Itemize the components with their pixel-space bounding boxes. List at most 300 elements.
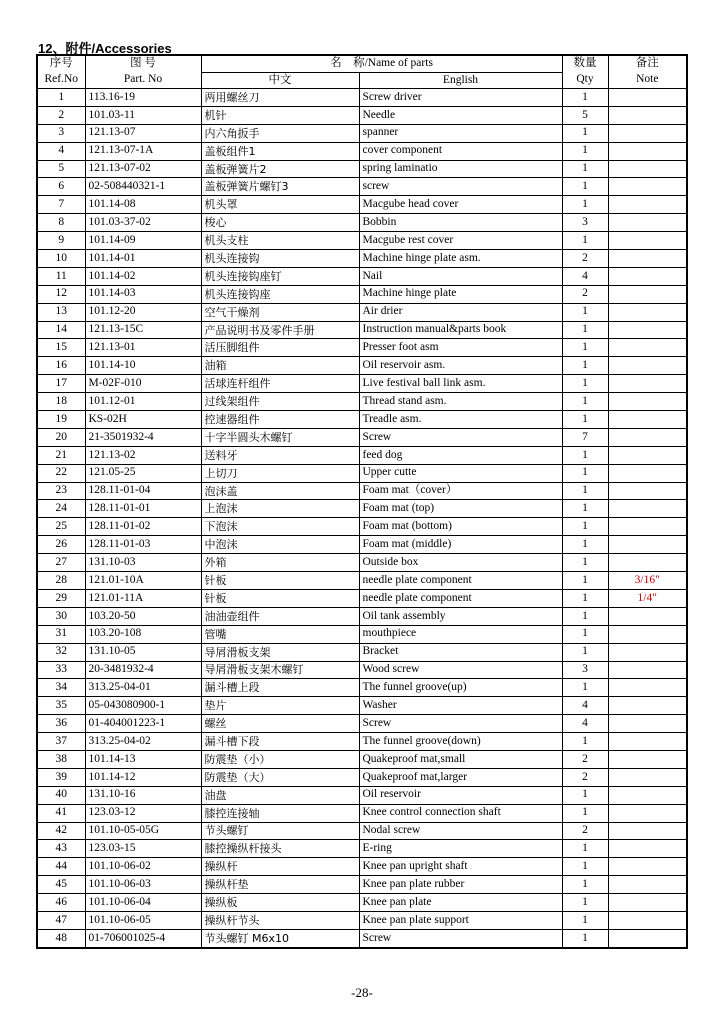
part-no-cell: 101.14-13 <box>85 750 201 768</box>
qty-cell: 1 <box>562 589 608 607</box>
note-cell <box>608 786 687 804</box>
note-cell <box>608 911 687 929</box>
qty-cell: 2 <box>562 822 608 840</box>
chinese-name-cell: 膝控连接轴 <box>201 804 359 822</box>
name-of-parts-header: 名 称/Name of parts <box>201 55 562 72</box>
part-no-cell: 121.13-07-1A <box>85 142 201 160</box>
english-name-cell: Foam mat (middle) <box>359 536 562 554</box>
section-title: 12、附件/Accessories <box>38 41 172 56</box>
part-no-cell: 131.10-05 <box>85 643 201 661</box>
note-cell <box>608 303 687 321</box>
english-name-cell: Live festival ball link asm. <box>359 375 562 393</box>
qty-cell: 2 <box>562 768 608 786</box>
note-cell <box>608 607 687 625</box>
table-header <box>37 55 687 89</box>
note-cell <box>608 750 687 768</box>
chinese-name-cell: 送料牙 <box>201 446 359 464</box>
chinese-name-cell: 机头罩 <box>201 196 359 214</box>
ref-no-cell: 32 <box>37 643 85 661</box>
ref-no-cell: 26 <box>37 536 85 554</box>
part-no-header-cn: 图 号 <box>85 55 201 72</box>
chinese-name-cell: 活压脚组件 <box>201 339 359 357</box>
chinese-name-cell: 泡沫盖 <box>201 482 359 500</box>
table-row <box>37 536 687 554</box>
qty-cell: 1 <box>562 894 608 912</box>
qty-cell: 1 <box>562 303 608 321</box>
english-name-cell: Screw <box>359 929 562 947</box>
ref-no-cell: 28 <box>37 572 85 590</box>
chinese-name-cell: 油油壶组件 <box>201 607 359 625</box>
qty-cell: 4 <box>562 697 608 715</box>
chinese-name-cell: 节头螺钉 <box>201 822 359 840</box>
chinese-name-cell: 机针 <box>201 106 359 124</box>
chinese-name-cell: 导屑滑板支架木螺钉 <box>201 661 359 679</box>
english-name-cell: Knee pan plate support <box>359 911 562 929</box>
english-name-cell: Wood screw <box>359 661 562 679</box>
note-cell <box>608 321 687 339</box>
qty-cell: 1 <box>562 142 608 160</box>
note-cell <box>608 124 687 142</box>
ref-no-cell: 44 <box>37 858 85 876</box>
accessories-parts-table <box>36 54 688 949</box>
note-cell <box>608 876 687 894</box>
part-no-cell: 101.14-02 <box>85 267 201 285</box>
qty-cell: 1 <box>562 536 608 554</box>
qty-cell: 1 <box>562 500 608 518</box>
note-cell <box>608 428 687 446</box>
table-row <box>37 822 687 840</box>
part-no-cell: 121.05-25 <box>85 464 201 482</box>
table-row <box>37 446 687 464</box>
table-row <box>37 303 687 321</box>
chinese-name-cell: 机头连接钩 <box>201 250 359 268</box>
part-no-cell: 01-404001223-1 <box>85 715 201 733</box>
note-cell <box>608 804 687 822</box>
ref-no-cell: 25 <box>37 518 85 536</box>
table-row <box>37 267 687 285</box>
ref-no-cell: 38 <box>37 750 85 768</box>
table-row <box>37 285 687 303</box>
qty-cell: 1 <box>562 929 608 947</box>
english-name-cell: feed dog <box>359 446 562 464</box>
ref-no-cell: 46 <box>37 894 85 912</box>
table-row <box>37 876 687 894</box>
qty-header-en: Qty <box>562 72 608 89</box>
table-row <box>37 661 687 679</box>
ref-no-cell: 5 <box>37 160 85 178</box>
note-cell <box>608 464 687 482</box>
part-no-cell: 128.11-01-02 <box>85 518 201 536</box>
english-name-cell: Macgube head cover <box>359 196 562 214</box>
english-name-cell: Bobbin <box>359 214 562 232</box>
part-no-cell: 101.14-10 <box>85 357 201 375</box>
english-name-cell: Knee control connection shaft <box>359 804 562 822</box>
note-cell <box>608 446 687 464</box>
chinese-name-cell: 空气干燥剂 <box>201 303 359 321</box>
english-name-cell: Foam mat (top) <box>359 500 562 518</box>
english-name-cell: needle plate component <box>359 572 562 590</box>
ref-no-cell: 45 <box>37 876 85 894</box>
part-no-cell: 101.14-09 <box>85 232 201 250</box>
note-cell <box>608 733 687 751</box>
ref-no-cell: 23 <box>37 482 85 500</box>
qty-cell: 2 <box>562 250 608 268</box>
table-row <box>37 500 687 518</box>
table-row <box>37 375 687 393</box>
chinese-name-cell: 盖板弹簧片2 <box>201 160 359 178</box>
english-name-cell: Outside box <box>359 554 562 572</box>
qty-header-cn: 数量 <box>562 55 608 72</box>
qty-cell: 1 <box>562 876 608 894</box>
note-cell <box>608 250 687 268</box>
qty-cell: 1 <box>562 679 608 697</box>
english-name-cell: Upper cutte <box>359 464 562 482</box>
english-name-cell: Instruction manual&parts book <box>359 321 562 339</box>
table-row <box>37 894 687 912</box>
note-cell <box>608 929 687 947</box>
chinese-name-cell: 上泡沫 <box>201 500 359 518</box>
qty-cell: 1 <box>562 786 608 804</box>
part-no-cell: 20-3481932-4 <box>85 661 201 679</box>
chinese-name-cell: 节头螺钉 M6x10 <box>201 929 359 947</box>
chinese-name-header: 中文 <box>201 72 359 89</box>
ref-no-cell: 13 <box>37 303 85 321</box>
table-row <box>37 786 687 804</box>
english-name-cell: Nodal screw <box>359 822 562 840</box>
english-name-header: English <box>359 72 562 89</box>
qty-cell: 1 <box>562 733 608 751</box>
qty-cell: 7 <box>562 428 608 446</box>
table-row <box>37 482 687 500</box>
english-name-cell: Screw <box>359 715 562 733</box>
english-name-cell: Knee pan plate rubber <box>359 876 562 894</box>
ref-no-cell: 27 <box>37 554 85 572</box>
ref-no-cell: 9 <box>37 232 85 250</box>
table-row <box>37 411 687 429</box>
chinese-name-cell: 操纵板 <box>201 894 359 912</box>
qty-cell: 3 <box>562 214 608 232</box>
ref-no-cell: 29 <box>37 589 85 607</box>
part-no-cell: 02-508440321-1 <box>85 178 201 196</box>
ref-no-cell: 48 <box>37 929 85 947</box>
part-no-cell: 103.20-108 <box>85 625 201 643</box>
chinese-name-cell: 漏斗槽上段 <box>201 679 359 697</box>
qty-cell: 1 <box>562 446 608 464</box>
part-no-cell: 101.14-01 <box>85 250 201 268</box>
part-no-cell: 101.12-20 <box>85 303 201 321</box>
english-name-cell: Screw driver <box>359 89 562 107</box>
chinese-name-cell: 机头连接钩座钉 <box>201 267 359 285</box>
chinese-name-cell: 活球连杆组件 <box>201 375 359 393</box>
chinese-name-cell: 油盘 <box>201 786 359 804</box>
qty-cell: 1 <box>562 357 608 375</box>
note-cell <box>608 500 687 518</box>
table-row <box>37 196 687 214</box>
english-name-cell: Nail <box>359 267 562 285</box>
table-body <box>37 89 687 948</box>
note-cell <box>608 858 687 876</box>
english-name-cell: Treadle asm. <box>359 411 562 429</box>
ref-no-cell: 21 <box>37 446 85 464</box>
table-row <box>37 232 687 250</box>
english-name-cell: Quakeproof mat,small <box>359 750 562 768</box>
ref-no-cell: 2 <box>37 106 85 124</box>
english-name-cell: screw <box>359 178 562 196</box>
ref-no-cell: 8 <box>37 214 85 232</box>
page-number: -28- <box>351 985 373 1000</box>
table-row <box>37 464 687 482</box>
part-no-cell: 121.01-11A <box>85 589 201 607</box>
table-row <box>37 804 687 822</box>
ref-no-cell: 4 <box>37 142 85 160</box>
table-row <box>37 697 687 715</box>
english-name-cell: spanner <box>359 124 562 142</box>
table-row <box>37 393 687 411</box>
ref-no-cell: 24 <box>37 500 85 518</box>
chinese-name-cell: 控速器组件 <box>201 411 359 429</box>
note-cell <box>608 214 687 232</box>
chinese-name-cell: 螺丝 <box>201 715 359 733</box>
ref-no-cell: 30 <box>37 607 85 625</box>
english-name-cell: Knee pan upright shaft <box>359 858 562 876</box>
qty-cell: 1 <box>562 375 608 393</box>
english-name-cell: mouthpiece <box>359 625 562 643</box>
english-name-cell: Machine hinge plate <box>359 285 562 303</box>
table-row <box>37 214 687 232</box>
part-no-cell: 01-706001025-4 <box>85 929 201 947</box>
chinese-name-cell: 过线架组件 <box>201 393 359 411</box>
english-name-cell: spring laminatio <box>359 160 562 178</box>
part-no-cell: 128.11-01-03 <box>85 536 201 554</box>
part-no-cell: 313.25-04-02 <box>85 733 201 751</box>
part-no-cell: 101.10-06-05 <box>85 911 201 929</box>
qty-cell: 1 <box>562 518 608 536</box>
table-row <box>37 643 687 661</box>
ref-no-cell: 34 <box>37 679 85 697</box>
english-name-cell: Oil reservoir asm. <box>359 357 562 375</box>
qty-cell: 1 <box>562 804 608 822</box>
part-no-cell: 121.13-07 <box>85 124 201 142</box>
note-cell <box>608 482 687 500</box>
note-cell <box>608 375 687 393</box>
ref-no-cell: 39 <box>37 768 85 786</box>
english-name-cell: Screw <box>359 428 562 446</box>
qty-cell: 2 <box>562 285 608 303</box>
english-name-cell: Macgube rest cover <box>359 232 562 250</box>
chinese-name-cell: 梭心 <box>201 214 359 232</box>
note-cell <box>608 339 687 357</box>
note-cell <box>608 178 687 196</box>
english-name-cell: Machine hinge plate asm. <box>359 250 562 268</box>
table-row <box>37 715 687 733</box>
table-row <box>37 589 687 607</box>
ref-no-cell: 11 <box>37 267 85 285</box>
chinese-name-cell: 外箱 <box>201 554 359 572</box>
chinese-name-cell: 操纵杆节头 <box>201 911 359 929</box>
part-no-cell: 113.16-19 <box>85 89 201 107</box>
chinese-name-cell: 两用螺丝刀 <box>201 89 359 107</box>
english-name-cell: Air drier <box>359 303 562 321</box>
note-cell <box>608 554 687 572</box>
english-name-cell: Quakeproof mat,larger <box>359 768 562 786</box>
chinese-name-cell: 膝控操纵杆接头 <box>201 840 359 858</box>
ref-no-cell: 35 <box>37 697 85 715</box>
qty-cell: 1 <box>562 178 608 196</box>
part-no-cell: 101.12-01 <box>85 393 201 411</box>
english-name-cell: The funnel groove(down) <box>359 733 562 751</box>
qty-cell: 1 <box>562 232 608 250</box>
part-no-cell: 101.10-06-03 <box>85 876 201 894</box>
part-no-cell: 101.14-03 <box>85 285 201 303</box>
ref-no-header-en: Ref.No <box>37 72 85 89</box>
ref-no-cell: 41 <box>37 804 85 822</box>
qty-cell: 3 <box>562 661 608 679</box>
table-row <box>37 858 687 876</box>
english-name-cell: needle plate component <box>359 589 562 607</box>
table-row <box>37 357 687 375</box>
ref-no-cell: 42 <box>37 822 85 840</box>
part-no-cell: 101.14-12 <box>85 768 201 786</box>
part-no-cell: 101.03-11 <box>85 106 201 124</box>
note-cell <box>608 411 687 429</box>
ref-no-cell: 7 <box>37 196 85 214</box>
note-cell <box>608 160 687 178</box>
qty-cell: 1 <box>562 554 608 572</box>
table-row <box>37 106 687 124</box>
table-row <box>37 679 687 697</box>
ref-no-cell: 37 <box>37 733 85 751</box>
note-cell: 1/4" <box>608 589 687 607</box>
table-row <box>37 89 687 107</box>
note-cell <box>608 643 687 661</box>
ref-no-cell: 1 <box>37 89 85 107</box>
note-cell: 3/16" <box>608 572 687 590</box>
chinese-name-cell: 防震垫（小） <box>201 750 359 768</box>
table-row <box>37 124 687 142</box>
ref-no-cell: 43 <box>37 840 85 858</box>
qty-cell: 1 <box>562 196 608 214</box>
part-no-cell: 131.10-03 <box>85 554 201 572</box>
qty-cell: 1 <box>562 858 608 876</box>
chinese-name-cell: 油箱 <box>201 357 359 375</box>
qty-cell: 1 <box>562 643 608 661</box>
table-row <box>37 911 687 929</box>
qty-cell: 4 <box>562 267 608 285</box>
part-no-cell: 131.10-16 <box>85 786 201 804</box>
qty-cell: 2 <box>562 750 608 768</box>
note-cell <box>608 232 687 250</box>
ref-no-cell: 20 <box>37 428 85 446</box>
english-name-cell: cover component <box>359 142 562 160</box>
note-cell <box>608 393 687 411</box>
note-header-en: Note <box>608 72 687 89</box>
table-row <box>37 339 687 357</box>
note-cell <box>608 536 687 554</box>
part-no-cell: KS-02H <box>85 411 201 429</box>
ref-no-cell: 18 <box>37 393 85 411</box>
part-no-cell: 103.20-50 <box>85 607 201 625</box>
chinese-name-cell: 盖板组件1 <box>201 142 359 160</box>
english-name-cell: Oil tank assembly <box>359 607 562 625</box>
note-cell <box>608 518 687 536</box>
english-name-cell: The funnel groove(up) <box>359 679 562 697</box>
english-name-cell: Foam mat (bottom) <box>359 518 562 536</box>
chinese-name-cell: 中泡沫 <box>201 536 359 554</box>
qty-cell: 1 <box>562 482 608 500</box>
note-cell <box>608 697 687 715</box>
part-no-cell: 121.01-10A <box>85 572 201 590</box>
qty-cell: 4 <box>562 715 608 733</box>
chinese-name-cell: 管嘴 <box>201 625 359 643</box>
chinese-name-cell: 操纵杆垫 <box>201 876 359 894</box>
ref-no-cell: 36 <box>37 715 85 733</box>
ref-no-cell: 15 <box>37 339 85 357</box>
part-no-cell: 123.03-15 <box>85 840 201 858</box>
ref-no-cell: 31 <box>37 625 85 643</box>
english-name-cell: Knee pan plate <box>359 894 562 912</box>
note-cell <box>608 357 687 375</box>
english-name-cell: Washer <box>359 697 562 715</box>
ref-no-cell: 40 <box>37 786 85 804</box>
part-no-cell: 121.13-02 <box>85 446 201 464</box>
table-row <box>37 625 687 643</box>
note-cell <box>608 822 687 840</box>
ref-no-cell: 3 <box>37 124 85 142</box>
qty-cell: 1 <box>562 160 608 178</box>
chinese-name-cell: 针板 <box>201 572 359 590</box>
note-cell <box>608 625 687 643</box>
qty-cell: 1 <box>562 464 608 482</box>
chinese-name-cell: 导屑滑板支架 <box>201 643 359 661</box>
note-header-cn: 备注 <box>608 55 687 72</box>
note-cell <box>608 679 687 697</box>
note-cell <box>608 267 687 285</box>
english-name-cell: Thread stand asm. <box>359 393 562 411</box>
table-row <box>37 572 687 590</box>
note-cell <box>608 840 687 858</box>
chinese-name-cell: 垫片 <box>201 697 359 715</box>
qty-cell: 1 <box>562 607 608 625</box>
part-no-cell: 05-043080900-1 <box>85 697 201 715</box>
note-cell <box>608 894 687 912</box>
chinese-name-cell: 下泡沫 <box>201 518 359 536</box>
part-no-cell: 121.13-07-02 <box>85 160 201 178</box>
chinese-name-cell: 上切刀 <box>201 464 359 482</box>
part-no-cell: 313.25-04-01 <box>85 679 201 697</box>
part-no-cell: 101.10-06-04 <box>85 894 201 912</box>
qty-cell: 1 <box>562 124 608 142</box>
english-name-cell: Presser foot asm <box>359 339 562 357</box>
note-cell <box>608 106 687 124</box>
chinese-name-cell: 针板 <box>201 589 359 607</box>
note-cell <box>608 142 687 160</box>
qty-cell: 1 <box>562 339 608 357</box>
table-row <box>37 733 687 751</box>
english-name-cell: Foam mat（cover） <box>359 482 562 500</box>
note-cell <box>608 715 687 733</box>
table-row <box>37 142 687 160</box>
chinese-name-cell: 机头连接钩座 <box>201 285 359 303</box>
note-cell <box>608 196 687 214</box>
part-no-cell: 101.03-37-02 <box>85 214 201 232</box>
ref-no-cell: 47 <box>37 911 85 929</box>
part-no-cell: 21-3501932-4 <box>85 428 201 446</box>
qty-cell: 1 <box>562 572 608 590</box>
qty-cell: 1 <box>562 911 608 929</box>
qty-cell: 1 <box>562 321 608 339</box>
table-row <box>37 428 687 446</box>
chinese-name-cell: 盖板弹簧片螺钉3 <box>201 178 359 196</box>
